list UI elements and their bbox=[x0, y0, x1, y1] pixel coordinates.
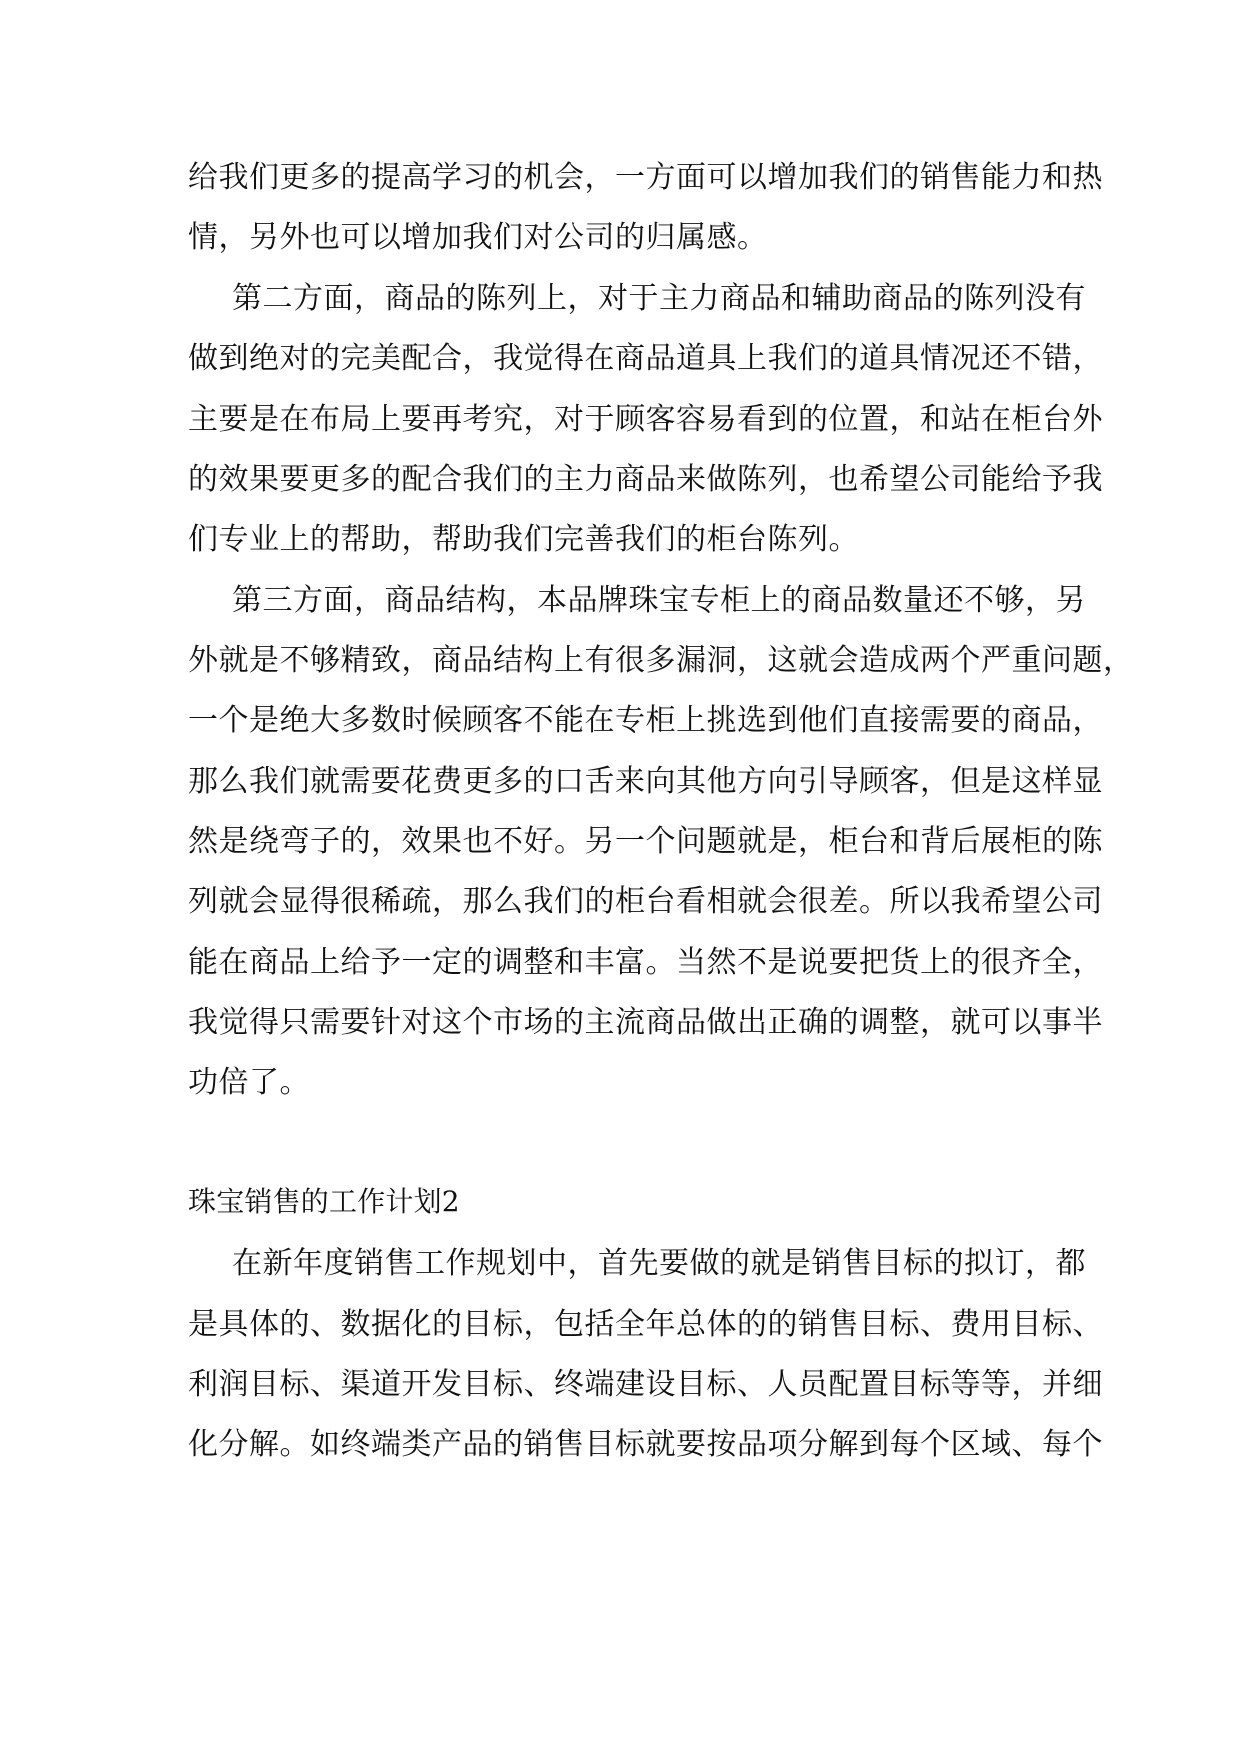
text-line: 功倍了。 bbox=[188, 1065, 310, 1100]
text-line: 化分解。如终端类产品的销售目标就要按品项分解到每个区域、每个 bbox=[188, 1427, 1103, 1462]
text-line: 能在商品上给予一定的调整和丰富。当然不是说要把货上的很齐全， bbox=[188, 945, 1103, 980]
paragraph-first-line: 第二方面，商品的陈列上，对于主力商品和辅助商品的陈列没有 bbox=[232, 281, 1086, 316]
text-line: 那么我们就需要花费更多的口舌来向其他方向引导顾客，但是这样显 bbox=[188, 764, 1103, 799]
text-line: 做到绝对的完美配合，我觉得在商品道具上我们的道具情况还不错， bbox=[188, 341, 1103, 376]
text-line: 主要是在布局上要再考究，对于顾客容易看到的位置，和站在柜台外 bbox=[188, 402, 1103, 437]
text-line: 是具体的、数据化的目标，包括全年总体的的销售目标、费用目标、 bbox=[188, 1307, 1103, 1342]
paragraph-first-line: 在新年度销售工作规划中，首先要做的就是销售目标的拟订，都 bbox=[232, 1246, 1086, 1281]
text-line: 我觉得只需要针对这个市场的主流商品做出正确的调整，就可以事半 bbox=[188, 1005, 1103, 1040]
text-line: 的效果要更多的配合我们的主力商品来做陈列，也希望公司能给予我 bbox=[188, 462, 1103, 497]
text-line: 利润目标、渠道开发目标、终端建设目标、人员配置目标等等，并细 bbox=[188, 1367, 1103, 1402]
text-line: 情，另外也可以增加我们对公司的归属感。 bbox=[188, 220, 768, 255]
text-line: 们专业上的帮助，帮助我们完善我们的柜台陈列。 bbox=[188, 522, 859, 557]
text-line: 一个是绝大多数时候顾客不能在专柜上挑选到他们直接需要的商品， bbox=[188, 703, 1103, 738]
text-line: 外就是不够精致，商品结构上有很多漏洞，这就会造成两个严重问题， bbox=[188, 643, 1134, 678]
text-line: 给我们更多的提高学习的机会，一方面可以增加我们的销售能力和热 bbox=[188, 160, 1103, 195]
text-line: 然是绕弯子的，效果也不好。另一个问题就是，柜台和背后展柜的陈 bbox=[188, 824, 1103, 859]
paragraph-first-line: 第三方面，商品结构，本品牌珠宝专柜上的商品数量还不够，另 bbox=[232, 583, 1086, 618]
section-title: 珠宝销售的工作计划2 bbox=[188, 1185, 460, 1218]
text-line: 列就会显得很稀疏，那么我们的柜台看相就会很差。所以我希望公司 bbox=[188, 884, 1103, 919]
